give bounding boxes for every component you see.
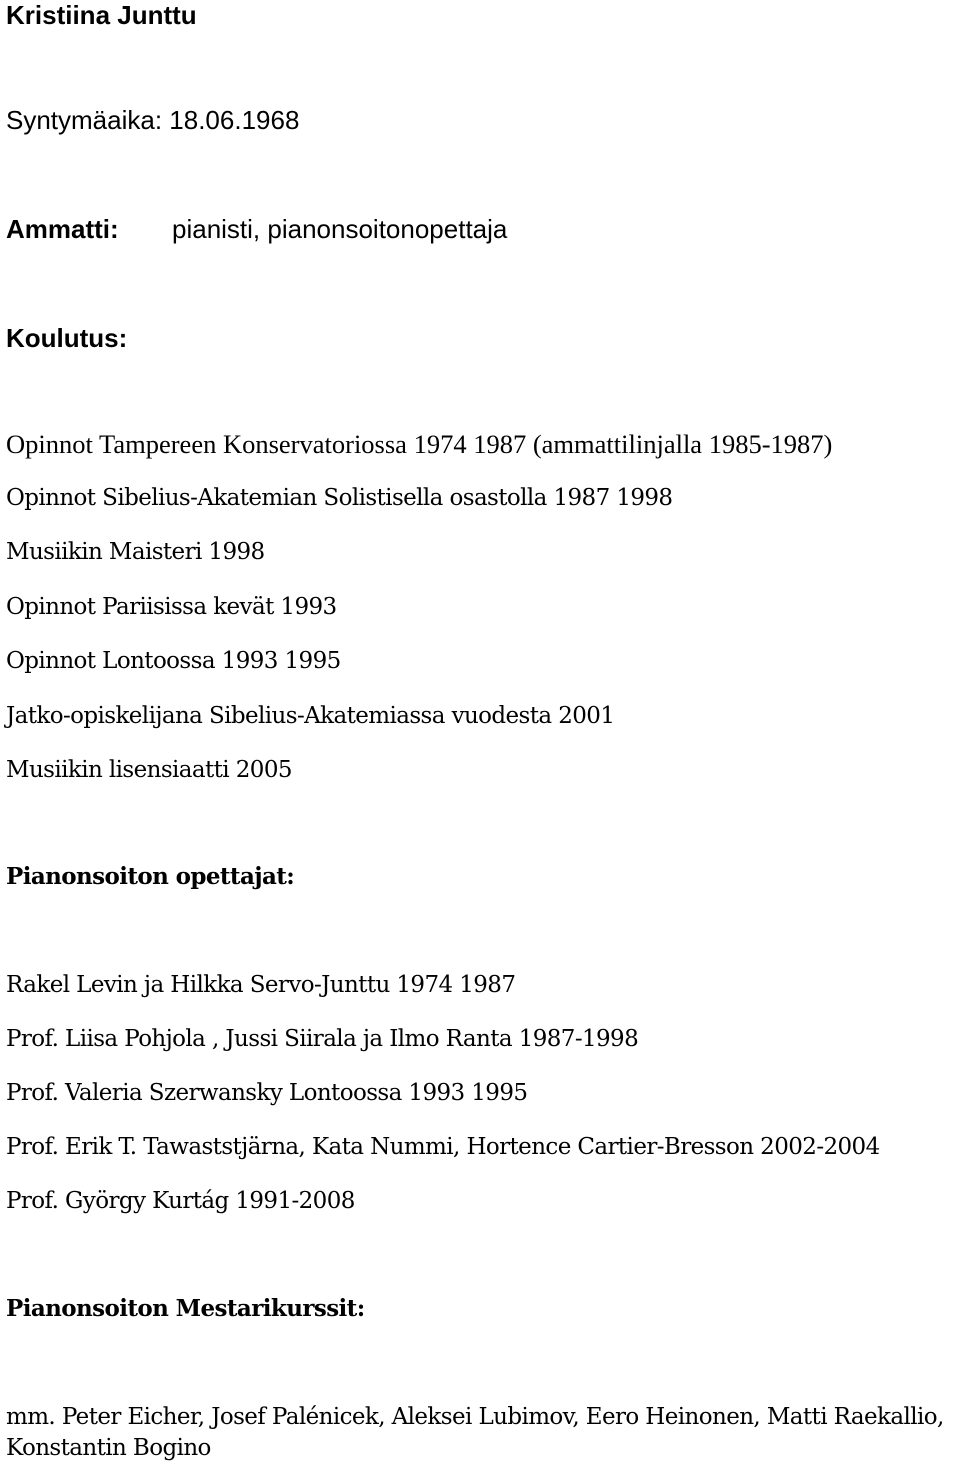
education-heading: Koulutus: (6, 323, 128, 353)
person-name: Kristiina Junttu (6, 0, 197, 30)
masterclasses-heading: Pianonsoiton Mestarikurssit: (6, 1295, 365, 1322)
education-item: Musiikin lisensiaatti 2005 (6, 757, 292, 783)
birth-date: Syntymäaika: 18.06.1968 (6, 105, 300, 135)
education-item: Musiikin Maisteri 1998 (6, 539, 265, 565)
teachers-heading: Pianonsoiton opettajat: (6, 863, 295, 890)
education-item: Jatko-opiskelijana Sibelius-Akatemiassa vuodesta 2001 (6, 703, 615, 729)
education-item: Opinnot Lontoossa 1993 1995 (6, 648, 341, 674)
teacher-item: Prof. Valeria Szerwansky Lontoossa 1993 1995 (6, 1080, 528, 1106)
masterclasses-text-line1: mm. Peter Eicher, Josef Palénicek, Aleksei Lubimov, Eero Heinonen, Matti Raekallio, (6, 1404, 944, 1430)
education-item: Opinnot Tampereen Konservatoriossa 1974 1987 (ammattilinjalla 1985-1987) (6, 429, 833, 459)
masterclasses-text-line2: Konstantin Bogino (6, 1435, 211, 1461)
education-item: Opinnot Pariisissa kevät 1993 (6, 594, 337, 620)
education-item: Opinnot Sibelius-Akatemian Solistisella osastolla 1987 1998 (6, 485, 673, 511)
profession-value: pianisti, pianonsoitonopettaja (172, 214, 508, 244)
teacher-item: Prof. György Kurtág 1991-2008 (6, 1188, 355, 1214)
teacher-item: Prof. Erik T. Tawaststjärna, Kata Nummi, Hortence Cartier-Bresson 2002-2004 (6, 1134, 880, 1160)
teacher-item: Prof. Liisa Pohjola , Jussi Siirala ja Ilmo Ranta 1987-1998 (6, 1026, 639, 1052)
profession-label: Ammatti: (6, 214, 119, 244)
teacher-item: Rakel Levin ja Hilkka Servo-Junttu 1974 1987 (6, 972, 516, 998)
